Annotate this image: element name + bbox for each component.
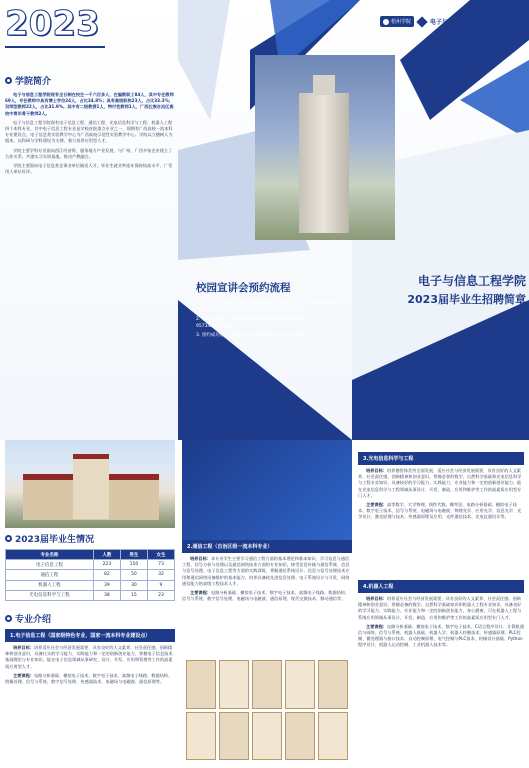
table-cell: 机器人工程: [6, 580, 94, 590]
campus-step: 2. 将营业执照、招聘简章或宣讲大纲发到梁静老师邮箱：957342971@qq.com。: [196, 317, 310, 329]
cover-title: [360, 272, 526, 307]
intro-heading: 学院简介: [5, 74, 175, 87]
table-cell: 223: [93, 560, 120, 570]
major-4-title: 4.机器人工程: [358, 580, 524, 593]
table-row: [6, 590, 175, 600]
major-label: 主要课程：: [366, 502, 387, 508]
major-label: 主要课程：: [13, 672, 34, 678]
table-cell: 电子信息工程: [6, 560, 94, 570]
college-name: 电子与信息工程学院: [430, 19, 485, 26]
major-label: 培养目标：: [13, 645, 34, 650]
stats-section: [5, 532, 175, 601]
tower-shape: [299, 93, 349, 233]
campus-step: 1. 与学院负责就业的梁静老师联系(18277480722)、吴善豪老师联系(18977446172)，预约宣讲的方式(线上、线下)和时间。: [196, 301, 336, 313]
certificate-gallery: [186, 660, 348, 760]
major-text: 培养适应社会与经济发展需要、具有良好的人文素养、社会责任感、创新精神和创业意识，具备扎实的学习能力、实践能力和一定的创新创业能力，掌握电子信息技术基础理论与专业知识，能在电子信息领域从事研究、设计、开发、应用和管理等工作的高素质应用型人才。: [5, 645, 173, 669]
certificate-image: [219, 712, 249, 761]
major-label: 主要课程：: [366, 623, 387, 629]
stats-col-header: 女生: [147, 550, 174, 560]
table-cell: 38: [93, 590, 120, 600]
campus-heading: 校园宣讲会预约流程: [196, 282, 291, 294]
certificate-image: [318, 660, 348, 709]
certificate-image: [252, 712, 282, 761]
major-label: 培养目标：: [190, 556, 211, 561]
stats-table: [5, 549, 175, 601]
table-cell: 9: [147, 580, 174, 590]
logo-row: [380, 16, 526, 27]
table-cell: 光电信息科学与工程: [6, 590, 94, 600]
major-text: 电路分析基础、模拟电子技术、数字电子技术、高频电子线路、数据结构、图像处理、信号与系统、数字信号处理、传感器技术、电磁场与电磁波、通信原理等。: [5, 672, 173, 685]
table-cell: 通信工程: [6, 570, 94, 580]
table-cell: 50: [120, 570, 147, 580]
major-label: 培养目标：: [366, 596, 387, 601]
majors-section: [5, 612, 175, 688]
certificate-image: [252, 660, 282, 709]
major-text: 电路分析基础、模拟电子技术、数字电子技术、高频电子线路、数据结构、信号与系统、数字信号处理、电磁场与电磁波、通信原理、现代交换技术、移动通信等。: [182, 590, 350, 602]
stats-col-header: 人数: [93, 550, 120, 560]
major-2-body: [182, 556, 352, 602]
major-label: 培养目标：: [366, 468, 387, 473]
table-row: [6, 560, 175, 570]
intro-para: 学院主要面向电子信息类企事业单位输送人才，毕业生就业率连年保持较高水平，广受用人单位好评。: [5, 163, 173, 175]
year-title: 2023: [5, 4, 100, 44]
certificate-image: [219, 660, 249, 709]
certificate-image: [318, 712, 348, 761]
building-photo: [255, 55, 395, 240]
major-3-title: 3.光电信息科学与工程: [358, 452, 524, 465]
certificate-image: [186, 712, 216, 761]
intro-text: [5, 92, 175, 175]
major-3-body: [358, 468, 524, 521]
table-cell: 15: [120, 590, 147, 600]
school-logo: 梧州学院: [380, 16, 414, 27]
campus-step: 3. 预约成功后，梁静老师负责发通知给及协助宣讲事宜。: [196, 333, 310, 338]
major-text: 培养德智体美劳全面发展、适应社会与经济发展需要，具有良好的人文素养、社会责任感、创新精神和创业意识，掌握必要的数学、自然科学基础和光电信息科学与工程专业知识，具备较好的学习能力、实践能力、专业能力和一定的创新创业能力，能在光电信息科学与工程领域从事设计、开发、制造、应用和维护等工作的高素质应用型专门人才。: [358, 468, 522, 498]
table-cell: 82: [93, 570, 120, 580]
major-text: 本专业学生主要学习通信工程方面的基本理论和基本知识，学习信息与通信工程、信号分析与处理以及通信网络技术方面的专业知识，接受信息传输与通信系统、信息与信号处理、电子信息工程等方面的实践训练，掌握通信系统设计、信息与信号处理技术应用和通信网络设备维护的基本能力，培养具备较先进信息处理、电子系统设计与开发、网络通信能力的高级工程技术人才。: [182, 556, 350, 586]
major-text: 培养适应社会与经济发展需要、具有良好的人文素养、社会责任感、创新精神和创业意识，掌握必备的数学、自然科学基础知识和机器人工程专业知识，具备良好的学习能力、实践能力、专业能力和一定的创新创业能力，身心健康，可在机器人工程与系统应用领域从事设计、开发、制造、应用和维护等工作的高素质应用型专门人才。: [358, 596, 522, 620]
major-text: 电路分析基础、模拟电子技术、数字电子技术、C语言程序设计、计算机通信与网络、信号与系统、机器人基础、机器人学、机器人控制技术、传感器原理、PLC控制、微处理器与接口技术、自动控制原理、电气控制与PLC技术、机械设计基础、Python程序设计、机器人运动控制、工业机器人技术等。: [358, 623, 524, 648]
table-cell: 39: [93, 580, 120, 590]
cover-title-line1: 电子与信息工程学院: [417, 274, 526, 288]
table-cell: 32: [147, 570, 174, 580]
certificate-image: [285, 712, 315, 761]
intro-para: 学院主要学科专业面向西江经济带，服务地方产业发展，与广州、广西多家企业建立了合作关系，共建实习实训基地，推动产教融合。: [5, 147, 173, 159]
table-row: [6, 570, 175, 580]
major-1-body: [5, 645, 175, 685]
stats-col-header: 专业名称: [6, 550, 94, 560]
school-seal-icon: [383, 19, 389, 25]
major-2-title: 2.通信工程（自治区级一流本科专业）: [182, 540, 352, 553]
major-text: 高等数学、大学物理、线性代数、概率论、电路分析基础、模拟电子技术、数字电子技术、信号与系统、电磁场与电磁波、物理光学、应用光学、信息光学、光学设计、激光原理与技术、传感器原理及应用、光纤通信技术、光电仪器设计等。: [358, 502, 522, 520]
stats-heading: 2023届毕业生情况: [5, 532, 175, 545]
stats-col-header: 男生: [120, 550, 147, 560]
tower-top-shape: [313, 75, 335, 95]
table-cell: 30: [120, 580, 147, 590]
table-row: [6, 580, 175, 590]
majors-heading: 专业介绍: [5, 612, 175, 625]
intro-para: 电子与信息工程学院现有电子信息工程、通信工程、光电信息科学与工程、机器人工程四个本科专业，其中电子信息工程专业是学校首批重点专业之一，现拥有广西高校一流本科专业建设点，电子信息类实验教学中心为广西高校示范性实验教学中心。学院以立德树人为根本，以科研与学科建设为支撑，着力培养应用型人才。: [5, 119, 173, 144]
table-cell: 150: [120, 560, 147, 570]
table-cell: 73: [147, 560, 174, 570]
left-column: [5, 0, 175, 440]
campus-photo: [5, 440, 175, 528]
major-label: 主要课程：: [190, 590, 211, 596]
cover-title-line2: 2023届毕业生招聘简章: [407, 293, 526, 306]
major-4-body: [358, 596, 524, 649]
campus-tower-shape: [73, 454, 109, 519]
certificate-image: [186, 660, 216, 709]
campus-steps: [196, 300, 352, 405]
intro-para: 电子与信息工程学院现有全日制在校生一千六百多人，在编教职工84人，其中专任教师69人，专任教师中具有博士学位24人，占比34.8%；具有高级职称23人，占比33.3%；双师型教师22人，占比31.9%。其中有二级教授1人，特付性教师1人，广西壮族自治区高校中青年骨干教师2人。: [5, 92, 174, 116]
bullet-icon: [5, 77, 12, 84]
year-rule: [5, 46, 105, 48]
major-1-title: 1.电子信息工程（国家级特色专业、国家一流本科专业建设点）: [5, 629, 175, 642]
table-cell: 23: [147, 590, 174, 600]
certificate-image: [285, 660, 315, 709]
stats-header-row: [6, 550, 175, 560]
bullet-icon: [5, 615, 12, 622]
bullet-icon: [5, 535, 12, 542]
major-3-section: [358, 452, 524, 524]
middle-top-block: [182, 440, 352, 540]
major-2-section: [182, 540, 352, 605]
major-4-section: [358, 580, 524, 652]
college-logo-icon: [416, 16, 427, 27]
